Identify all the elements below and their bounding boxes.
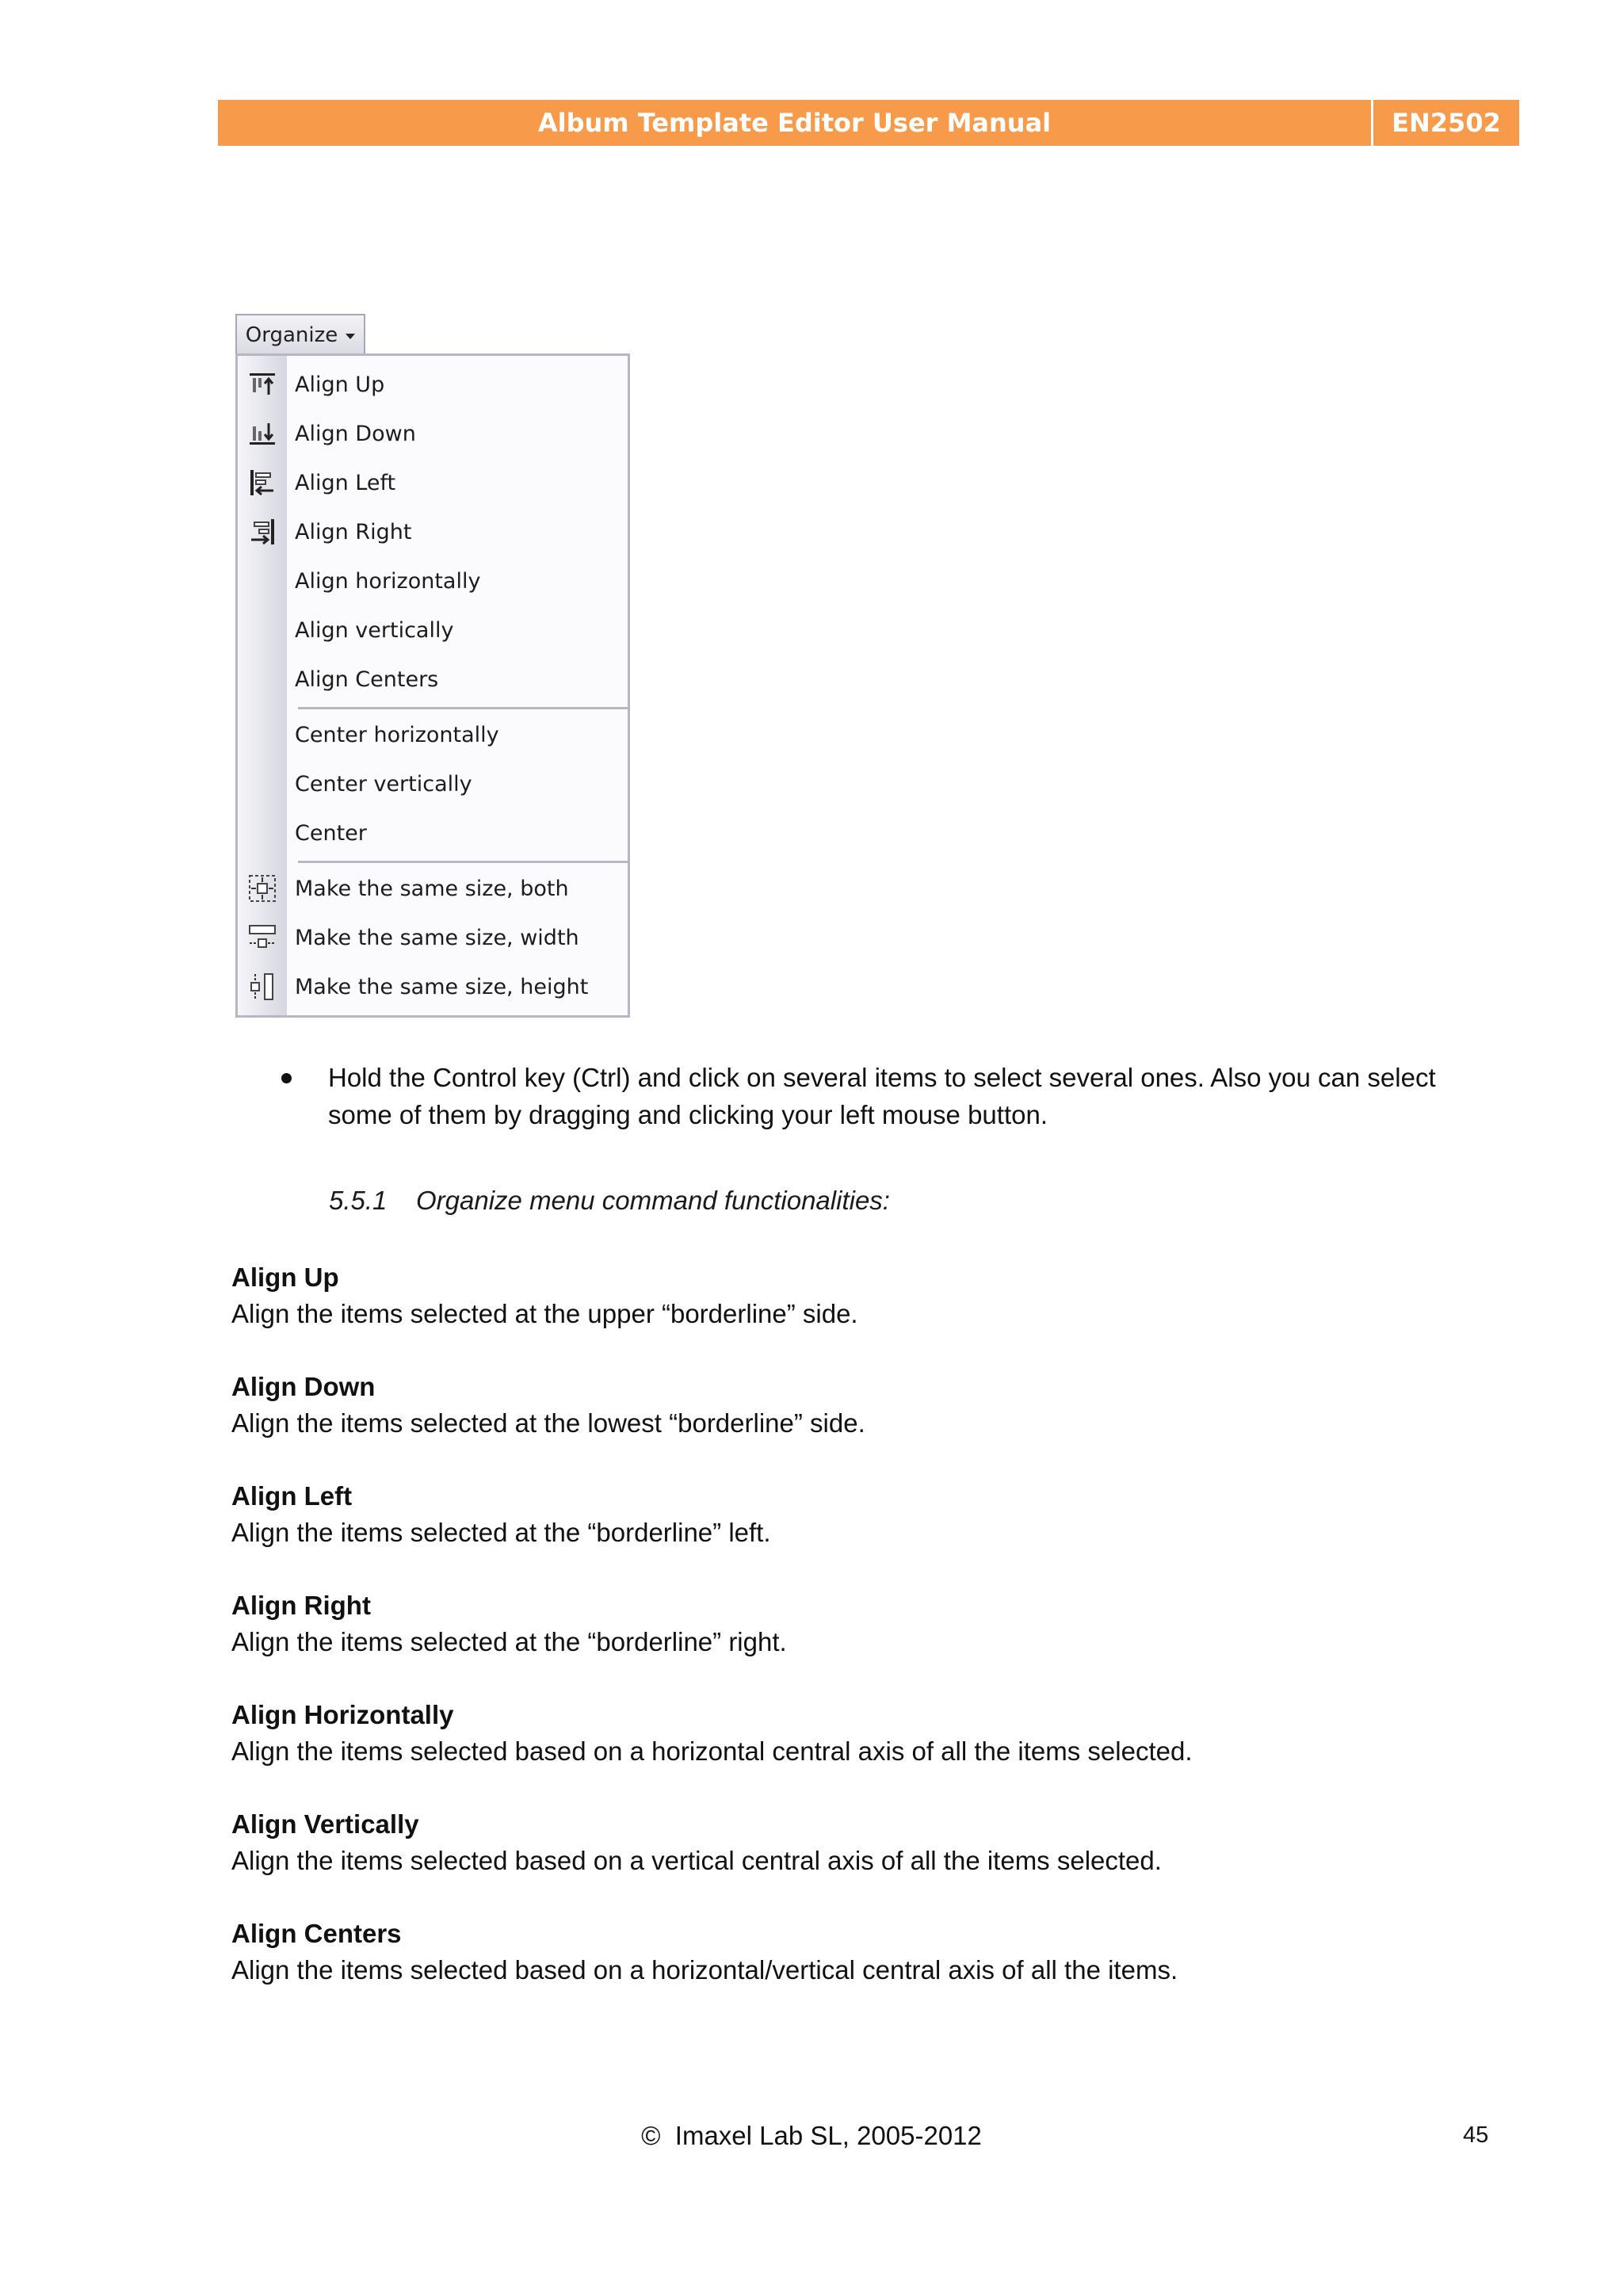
document-title: Album Template Editor User Manual — [537, 108, 1052, 138]
organize-dropdown — [235, 353, 630, 1018]
align-right-icon — [238, 507, 287, 556]
description-align-horizontally — [231, 1697, 1515, 1770]
menu-item-align-horizontally[interactable] — [238, 556, 628, 606]
menu-item-label: Make the same size, height — [295, 974, 589, 999]
menu-item-label: Make the same size, both — [295, 876, 569, 901]
menu-item-label: Make the same size, width — [295, 925, 579, 950]
description-align-down — [231, 1369, 1515, 1442]
menu-item-label: Align horizontally — [295, 568, 481, 594]
description-text: Align the items selected at the “borderline” right. — [231, 1627, 787, 1656]
menu-item-same-size-height[interactable] — [238, 962, 628, 1011]
description-align-centers — [231, 1916, 1515, 1988]
description-title: Align Left — [231, 1481, 353, 1511]
description-align-vertically — [231, 1806, 1515, 1879]
menu-item-center-horizontally[interactable] — [238, 710, 628, 759]
copyright-text: Imaxel Lab SL, 2005-2012 — [674, 2121, 982, 2150]
align-left-icon — [238, 458, 287, 507]
menu-separator — [298, 707, 628, 709]
menu-item-label: Align vertically — [295, 617, 454, 643]
description-title: Align Vertically — [231, 1809, 419, 1839]
description-title: Align Centers — [231, 1919, 402, 1948]
page-number: 45 — [1463, 2122, 1489, 2148]
menu-item-same-size-both[interactable] — [238, 864, 628, 913]
menu-item-label: Align Right — [295, 519, 412, 544]
description-text: Align the items selected at the lowest “borderline” side. — [231, 1408, 865, 1438]
menu-item-label: Center — [295, 820, 367, 846]
menu-item-align-left[interactable] — [238, 458, 628, 507]
same-size-height-icon — [238, 962, 287, 1011]
menu-separator — [298, 861, 628, 863]
description-title: Align Right — [231, 1591, 371, 1620]
bullet-text: Hold the Control key (Ctrl) and click on several items to select several ones. Also you can select some of them by dragging and clicking your left mouse button. — [328, 1063, 1436, 1129]
section-number: 5.5.1 — [329, 1186, 388, 1215]
menu-item-label: Align Left — [295, 470, 396, 495]
menu-item-label: Align Down — [295, 421, 416, 446]
menu-item-align-up[interactable] — [238, 360, 628, 409]
menu-item-align-centers[interactable] — [238, 655, 628, 704]
document-code: EN2502 — [1392, 108, 1501, 138]
section-heading — [329, 1186, 890, 1216]
description-align-up — [231, 1259, 1515, 1332]
align-top-icon — [238, 360, 287, 409]
menu-item-center-vertically[interactable] — [238, 759, 628, 808]
description-text: Align the items selected based on a vertical central axis of all the items selected. — [231, 1846, 1162, 1875]
description-text: Align the items selected based on a horizontal central axis of all the items selected. — [231, 1736, 1193, 1766]
description-align-left — [231, 1478, 1515, 1551]
menu-item-label: Center horizontally — [295, 722, 499, 747]
menu-item-label: Align Up — [295, 372, 385, 397]
menu-item-center[interactable] — [238, 808, 628, 858]
description-title: Align Up — [231, 1263, 339, 1292]
description-align-right — [231, 1587, 1515, 1660]
description-text: Align the items selected at the “borderline” left. — [231, 1518, 771, 1547]
menu-item-align-right[interactable] — [238, 507, 628, 556]
description-text: Align the items selected based on a horizontal/vertical central axis of all the items. — [231, 1955, 1178, 1985]
menu-item-align-down[interactable] — [238, 409, 628, 458]
same-size-both-icon — [238, 864, 287, 913]
footer-copyright — [0, 2121, 1623, 2151]
description-title: Align Horizontally — [231, 1700, 454, 1729]
align-bottom-icon — [238, 409, 287, 458]
bullet-icon — [281, 1073, 292, 1083]
menu-item-same-size-width[interactable] — [238, 913, 628, 962]
organize-menu-button-label: Organize — [245, 323, 338, 347]
description-title: Align Down — [231, 1372, 376, 1401]
organize-menu-button[interactable] — [235, 314, 365, 355]
chevron-down-icon — [346, 334, 355, 339]
copyright-icon: © — [641, 2121, 661, 2150]
organize-menu-screenshot — [235, 314, 630, 1018]
same-size-width-icon — [238, 913, 287, 962]
menu-item-label: Align Centers — [295, 667, 439, 692]
description-text: Align the items selected at the upper “borderline” side. — [231, 1299, 858, 1328]
menu-item-align-vertically[interactable] — [238, 606, 628, 655]
header-banner — [218, 100, 1519, 146]
section-title: Organize menu command functionalities: — [416, 1186, 890, 1215]
menu-item-label: Center vertically — [295, 771, 472, 797]
